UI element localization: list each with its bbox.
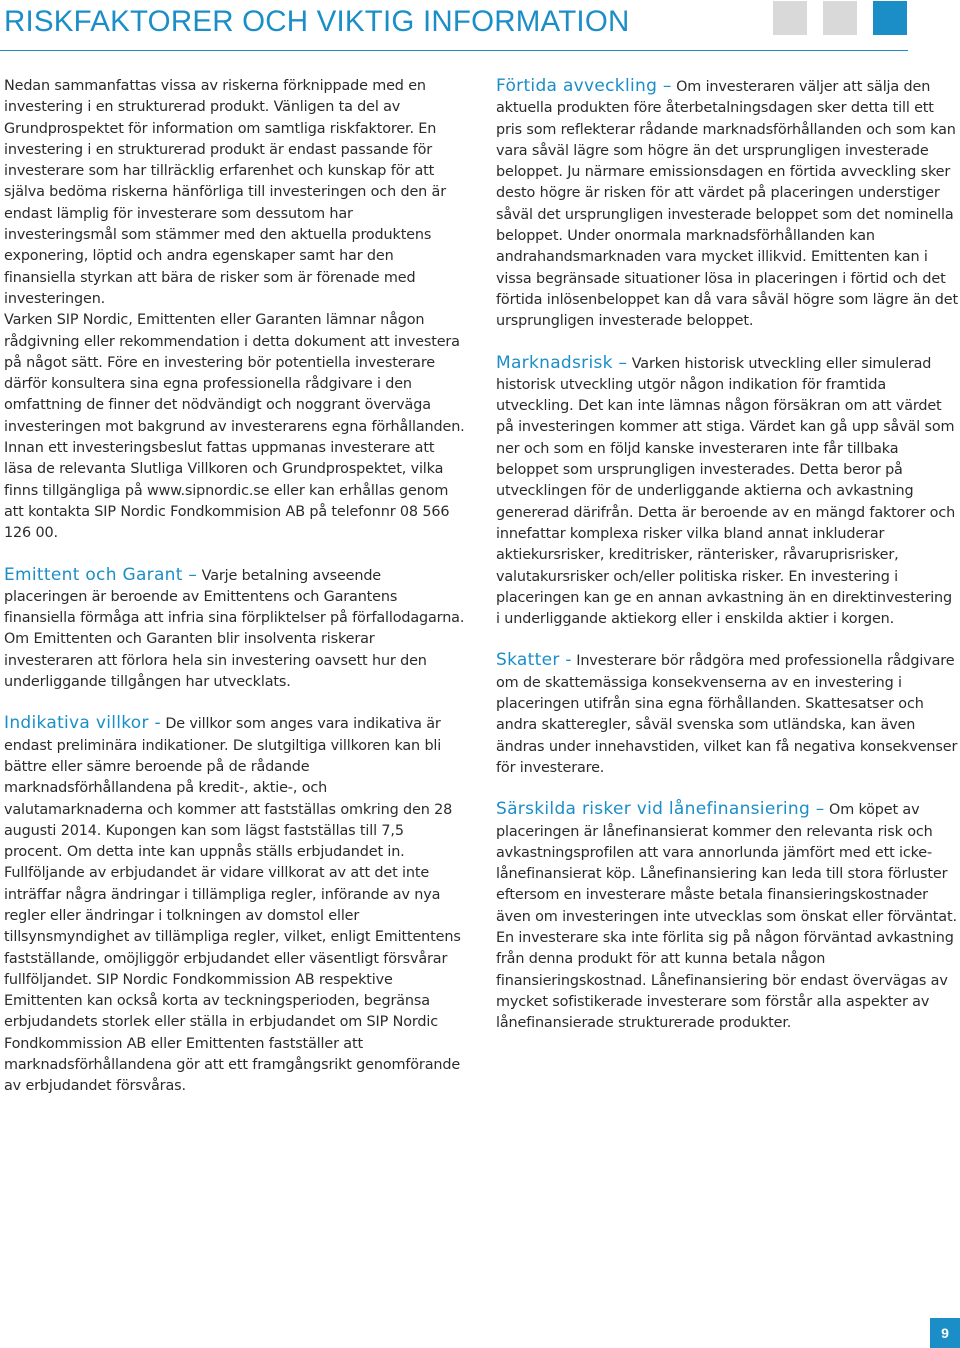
right-column bbox=[496, 76, 958, 1034]
section-heading: Särskilda risker vid lånefinansiering – bbox=[496, 799, 825, 820]
section-heading: Marknadsrisk – bbox=[496, 352, 628, 373]
header-divider bbox=[0, 50, 908, 51]
section-body: De villkor som anges vara indikativa är endast preliminära indikationer. De slutgiltiga villkoren kan bli bättre eller sämre beroende på de rådande marknadsförhållandena på kredit-, aktie-, och valutamarknaderna och kommer att fastställas omkring den 28 augusti 2014. Kupongen kan som lägst fastställas till 7,5 procent. Om detta inte kan uppnås ställs erbjudandet in. Fullföljande av erbjudandet är vidare villkorat av att det inte inträffar några ändringar i tillämpliga regler, införande av nya regler eller ändringar i tolkningen av domstol eller tillsynsmyndighet av tillämpliga regler, vilket, enligt Emittentens fastställande, omöjliggör erbjudandet eller väsentligt försvårar fullföljandet. SIP Nordic Fondkommission AB respektive Emittenten kan också korta av teckningsperioden, begränsa erbjudandets storlek eller ställa in erbjudandet om SIP Nordic Fondkommission AB eller Emittenten fastställer att marknadsförhållandena gör att ett framgångsrikt genomförande av erbjudandet försvåras. bbox=[4, 716, 461, 1095]
section-body: Om investeraren väljer att sälja den aktuella produkten före återbetalningsdagen sker detta till ett pris som reflekterar rådande marknadsförhållanden och som kan vara såväl lägre som högre än det ursprungligen investerade beloppet. Ju närmare emissionsdagen en förtida avveckling sker desto högre är risken för att värdet på placeringen understiger såväl det ursprungligen investerade beloppet som det nominella beloppet. Under onormala marknadsförhållanden kan andrahandsmarknaden vara mycket illikvid. Emittenten kan i vissa begränsade situationer lösa in placeringen i förtid och det förtida inlösenbeloppet kan då vara såväl högre som lägre än det ursprungligen investerade beloppet. bbox=[496, 79, 958, 330]
advice-paragraph: Varken SIP Nordic, Emittenten eller Garanten lämnar någon rådgivning eller rekommendation i detta dokument att investera på något sätt. Före en investering bör potentiella investerare därför konsultera sina egna professionella rådgivare i den omfattning de finner det nödvändigt och noggrant överväga investeringen mot bakgrund av investerarens egna förhållanden. Innan ett investeringsbeslut fattas uppmanas investerare att läsa de relevanta Slutliga Villkoren och Grundprospektet, vilka finns tillgängliga på www.sipnordic.se eller kan erhållas genom att kontakta SIP Nordic Fondkommision AB på telefonnr 08 566 126 00. bbox=[4, 312, 465, 542]
section-body: Om köpet av placeringen är lånefinansierat kommer den relevanta risk och avkastningsprofilen att vara annorlunda jämfört med ett icke-lånefinansierat köp. Lånefinansiering kan leda till stora förluster eftersom en investerare måste betala finansieringskostnader även om investeringen inte utvecklas som önskat eller förväntat. En investerare ska inte förlita sig på någon förväntad avkastning från denna produkt för att kunna betala någon finansieringskostnad. Lånefinansiering bör endast övervägas av mycket sofistikerade investerare som förstår alla aspekter av lånefinansierade strukturerade produkter. bbox=[496, 802, 957, 1032]
section-body: Investerare bör rådgöra med professionella rådgivare om de skattemässiga konsekvenserna av en investering i placeringen utifrån sina egna förhållanden. Skattesatser och andra skatteregler, såväl svenska som utländska, kan även ändras under innehavstiden, vilket kan få negativa konsekvenser för investerare. bbox=[496, 653, 958, 776]
section-heading: Skatter - bbox=[496, 650, 572, 671]
section-body: Varje betalning avseende placeringen är beroende av Emittentens och Garantens finansiella förmåga att infria sina förpliktelser på förfallodagarna. Om Emittenten och Garanten blir insolventa riskerar investeraren att förlora hela sin investering oavsett hur den underliggande tillgången har utvecklats. bbox=[4, 567, 465, 691]
decorative-square-blue bbox=[873, 1, 907, 35]
section-leverage-risk bbox=[496, 799, 958, 1034]
left-column bbox=[4, 76, 466, 1098]
section-issuer bbox=[4, 565, 466, 694]
section-heading: Indikativa villkor - bbox=[4, 713, 161, 734]
page-title: RISKFAKTORER OCH VIKTIG INFORMATION bbox=[4, 5, 630, 38]
decorative-square-gray-2 bbox=[823, 1, 857, 35]
intro-paragraph: Nedan sammanfattas vissa av riskerna förknippade med en investering i en strukturerad produkt. Vänligen ta del av Grundprospektet för information om samtliga riskfaktorer. En investering i en strukturerad produkt är endast passande för investerare som har tillräcklig erfarenhet och kunskap för att själva bedöma riskerna hänförliga till investeringen och den är endast lämplig för investerare som dessutom har investeringsmål som stämmer med den aktuella produktens exponering, löptid och andra egenskaper samt har den finansiella styrkan att bära de risker som är förenade med investeringen. bbox=[4, 78, 446, 307]
section-heading: Emittent och Garant – bbox=[4, 564, 198, 585]
section-taxes bbox=[496, 650, 958, 779]
section-indicative-terms bbox=[4, 713, 466, 1097]
section-early-redemption bbox=[496, 76, 958, 333]
decorative-square-gray-1 bbox=[773, 1, 807, 35]
section-market-risk bbox=[496, 353, 958, 631]
section-body: Varken historisk utveckling eller simulerad historisk utveckling utgör någon indikation för framtida utveckling. Det kan inte lämnas någon försäkran om att värdet på investeringen kommer att stiga. Värdet kan gå upp såväl som ner och som en följd kanske investeraren inte får tillbaka beloppet som ursprungligen investerades. Detta beror på utvecklingen för de underliggande aktierna och avkastning genererad därifrån. Detta är beroende av en mängd faktorer och innefattar komplexa risker vilka bland annat inkluderar aktiekursrisker, kreditrisker, ränterisker, råvaruprisrisker, valutakursrisker och/eller politiska risker. En investering i placeringen kan ge en annan avkastning än en direktinvestering i underliggande aktiekorg eller i enskilda aktier i korgen. bbox=[496, 355, 956, 628]
section-heading: Förtida avveckling – bbox=[496, 76, 672, 96]
page-number: 9 bbox=[930, 1318, 960, 1348]
